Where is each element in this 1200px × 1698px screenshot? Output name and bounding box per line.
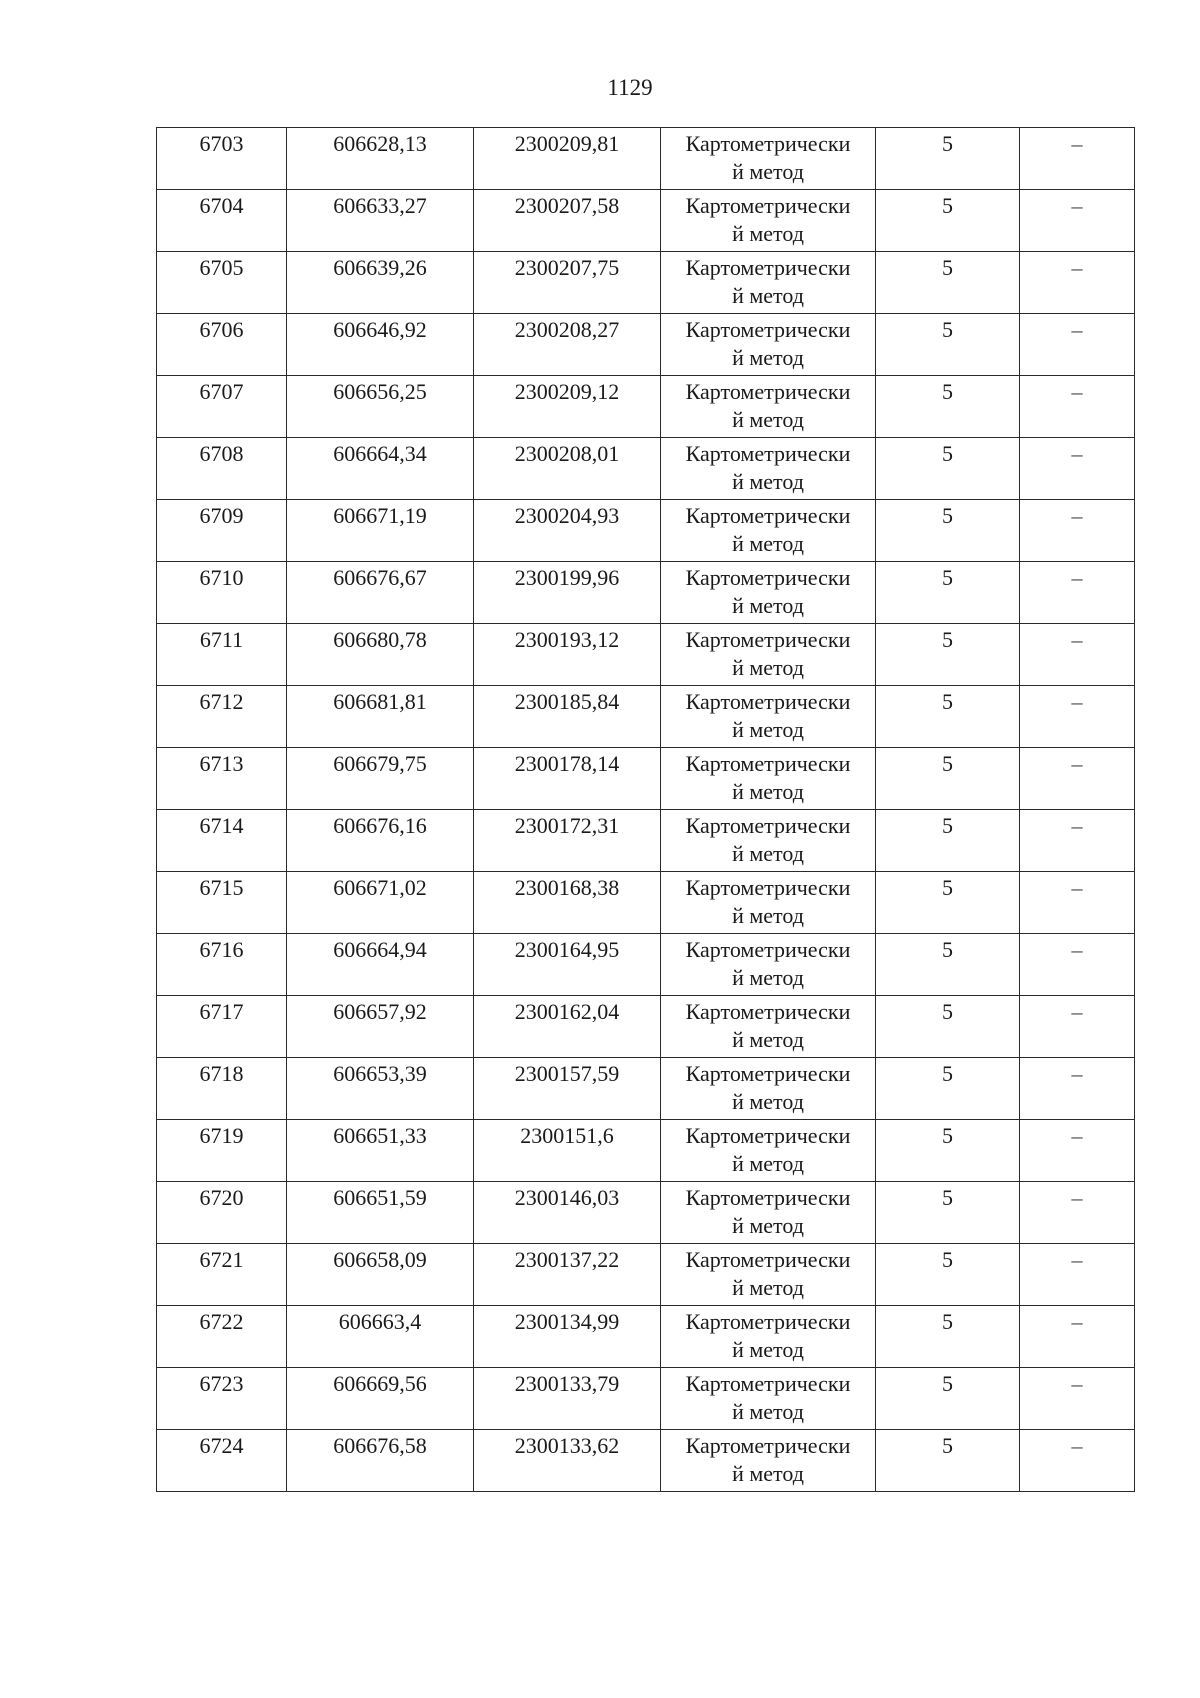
accuracy-cell: 5 [876, 686, 1020, 748]
accuracy-cell: 5 [876, 562, 1020, 624]
x-coordinate-cell: 606639,26 [287, 252, 474, 314]
method-cell [661, 252, 876, 314]
accuracy-cell: 5 [876, 128, 1020, 190]
method-line-1: Картометрически [685, 317, 851, 342]
x-coordinate-cell: 606663,4 [287, 1306, 474, 1368]
method-line-1: Картометрически [685, 1247, 851, 1272]
method-line-1: Картометрически [685, 999, 851, 1024]
y-coordinate-cell: 2300172,31 [474, 810, 661, 872]
point-number-cell: 6723 [157, 1368, 287, 1430]
method-cell [661, 314, 876, 376]
accuracy-cell: 5 [876, 810, 1020, 872]
method-cell [661, 1306, 876, 1368]
note-cell: – [1020, 500, 1135, 562]
note-cell: – [1020, 810, 1135, 872]
method-line-2: й метод [732, 1461, 804, 1486]
method-cell [661, 1430, 876, 1492]
method-cell [661, 1058, 876, 1120]
method-line-2: й метод [732, 407, 804, 432]
point-number-cell: 6708 [157, 438, 287, 500]
x-coordinate-cell: 606669,56 [287, 1368, 474, 1430]
point-number-cell: 6704 [157, 190, 287, 252]
table-row [157, 562, 1135, 624]
method-line-2: й метод [732, 1399, 804, 1424]
x-coordinate-cell: 606671,02 [287, 872, 474, 934]
note-cell: – [1020, 562, 1135, 624]
note-cell: – [1020, 1244, 1135, 1306]
method-cell [661, 1368, 876, 1430]
method-cell [661, 810, 876, 872]
method-line-2: й метод [732, 903, 804, 928]
method-line-1: Картометрически [685, 1433, 851, 1458]
method-line-2: й метод [732, 593, 804, 618]
x-coordinate-cell: 606680,78 [287, 624, 474, 686]
method-line-2: й метод [732, 779, 804, 804]
note-cell: – [1020, 934, 1135, 996]
table-row [157, 1058, 1135, 1120]
method-line-2: й метод [732, 1027, 804, 1052]
note-cell: – [1020, 1430, 1135, 1492]
method-line-2: й метод [732, 1213, 804, 1238]
accuracy-cell: 5 [876, 1058, 1020, 1120]
table-row [157, 1368, 1135, 1430]
method-line-2: й метод [732, 345, 804, 370]
accuracy-cell: 5 [876, 1244, 1020, 1306]
table-row [157, 128, 1135, 190]
y-coordinate-cell: 2300193,12 [474, 624, 661, 686]
point-number-cell: 6707 [157, 376, 287, 438]
point-number-cell: 6716 [157, 934, 287, 996]
table-row [157, 872, 1135, 934]
method-line-1: Картометрически [685, 379, 851, 404]
table-row [157, 500, 1135, 562]
note-cell: – [1020, 190, 1135, 252]
point-number-cell: 6724 [157, 1430, 287, 1492]
coordinates-table [156, 127, 1135, 1492]
x-coordinate-cell: 606651,59 [287, 1182, 474, 1244]
table-row [157, 1430, 1135, 1492]
y-coordinate-cell: 2300168,38 [474, 872, 661, 934]
table-row [157, 1120, 1135, 1182]
method-line-1: Картометрически [685, 751, 851, 776]
method-cell [661, 686, 876, 748]
table-row [157, 376, 1135, 438]
x-coordinate-cell: 606679,75 [287, 748, 474, 810]
accuracy-cell: 5 [876, 314, 1020, 376]
x-coordinate-cell: 606656,25 [287, 376, 474, 438]
accuracy-cell: 5 [876, 748, 1020, 810]
table-row [157, 314, 1135, 376]
method-line-1: Картометрически [685, 689, 851, 714]
y-coordinate-cell: 2300209,81 [474, 128, 661, 190]
x-coordinate-cell: 606657,92 [287, 996, 474, 1058]
table-row [157, 996, 1135, 1058]
accuracy-cell: 5 [876, 1182, 1020, 1244]
table-row [157, 1182, 1135, 1244]
point-number-cell: 6717 [157, 996, 287, 1058]
accuracy-cell: 5 [876, 500, 1020, 562]
method-cell [661, 128, 876, 190]
y-coordinate-cell: 2300164,95 [474, 934, 661, 996]
method-line-2: й метод [732, 1275, 804, 1300]
method-line-1: Картометрически [685, 1123, 851, 1148]
method-line-2: й метод [732, 159, 804, 184]
y-coordinate-cell: 2300185,84 [474, 686, 661, 748]
method-cell [661, 934, 876, 996]
point-number-cell: 6714 [157, 810, 287, 872]
table-row [157, 252, 1135, 314]
x-coordinate-cell: 606681,81 [287, 686, 474, 748]
accuracy-cell: 5 [876, 872, 1020, 934]
y-coordinate-cell: 2300207,58 [474, 190, 661, 252]
method-line-1: Картометрически [685, 1371, 851, 1396]
table-row [157, 686, 1135, 748]
method-line-2: й метод [732, 717, 804, 742]
y-coordinate-cell: 2300134,99 [474, 1306, 661, 1368]
page-number: 1129 [607, 75, 653, 100]
method-line-2: й метод [732, 1337, 804, 1362]
note-cell: – [1020, 1120, 1135, 1182]
accuracy-cell: 5 [876, 252, 1020, 314]
x-coordinate-cell: 606646,92 [287, 314, 474, 376]
table-row [157, 1244, 1135, 1306]
method-cell [661, 438, 876, 500]
accuracy-cell: 5 [876, 1430, 1020, 1492]
table-row [157, 748, 1135, 810]
x-coordinate-cell: 606671,19 [287, 500, 474, 562]
note-cell: – [1020, 1058, 1135, 1120]
point-number-cell: 6715 [157, 872, 287, 934]
method-line-1: Картометрически [685, 875, 851, 900]
y-coordinate-cell: 2300146,03 [474, 1182, 661, 1244]
y-coordinate-cell: 2300199,96 [474, 562, 661, 624]
method-line-1: Картометрически [685, 441, 851, 466]
method-line-1: Картометрически [685, 1061, 851, 1086]
point-number-cell: 6706 [157, 314, 287, 376]
x-coordinate-cell: 606676,67 [287, 562, 474, 624]
accuracy-cell: 5 [876, 934, 1020, 996]
method-line-2: й метод [732, 655, 804, 680]
table-row [157, 810, 1135, 872]
method-cell [661, 562, 876, 624]
method-line-2: й метод [732, 531, 804, 556]
method-line-1: Картометрически [685, 937, 851, 962]
method-line-2: й метод [732, 965, 804, 990]
table-body [157, 128, 1135, 1492]
note-cell: – [1020, 624, 1135, 686]
table-row [157, 624, 1135, 686]
note-cell: – [1020, 314, 1135, 376]
method-cell [661, 624, 876, 686]
y-coordinate-cell: 2300207,75 [474, 252, 661, 314]
y-coordinate-cell: 2300133,62 [474, 1430, 661, 1492]
point-number-cell: 6710 [157, 562, 287, 624]
y-coordinate-cell: 2300209,12 [474, 376, 661, 438]
method-line-1: Картометрически [685, 565, 851, 590]
note-cell: – [1020, 1182, 1135, 1244]
point-number-cell: 6720 [157, 1182, 287, 1244]
y-coordinate-cell: 2300162,04 [474, 996, 661, 1058]
note-cell: – [1020, 996, 1135, 1058]
method-cell [661, 996, 876, 1058]
note-cell: – [1020, 1306, 1135, 1368]
method-cell [661, 872, 876, 934]
accuracy-cell: 5 [876, 996, 1020, 1058]
note-cell: – [1020, 872, 1135, 934]
x-coordinate-cell: 606628,13 [287, 128, 474, 190]
note-cell: – [1020, 252, 1135, 314]
x-coordinate-cell: 606651,33 [287, 1120, 474, 1182]
method-line-1: Картометрически [685, 1309, 851, 1334]
method-line-2: й метод [732, 283, 804, 308]
method-cell [661, 500, 876, 562]
point-number-cell: 6722 [157, 1306, 287, 1368]
method-line-2: й метод [732, 469, 804, 494]
accuracy-cell: 5 [876, 1306, 1020, 1368]
point-number-cell: 6713 [157, 748, 287, 810]
method-cell [661, 1182, 876, 1244]
point-number-cell: 6719 [157, 1120, 287, 1182]
y-coordinate-cell: 2300208,27 [474, 314, 661, 376]
note-cell: – [1020, 686, 1135, 748]
y-coordinate-cell: 2300178,14 [474, 748, 661, 810]
note-cell: – [1020, 1368, 1135, 1430]
y-coordinate-cell: 2300137,22 [474, 1244, 661, 1306]
x-coordinate-cell: 606658,09 [287, 1244, 474, 1306]
y-coordinate-cell: 2300204,93 [474, 500, 661, 562]
point-number-cell: 6703 [157, 128, 287, 190]
point-number-cell: 6712 [157, 686, 287, 748]
y-coordinate-cell: 2300208,01 [474, 438, 661, 500]
note-cell: – [1020, 376, 1135, 438]
accuracy-cell: 5 [876, 376, 1020, 438]
x-coordinate-cell: 606633,27 [287, 190, 474, 252]
x-coordinate-cell: 606664,34 [287, 438, 474, 500]
y-coordinate-cell: 2300133,79 [474, 1368, 661, 1430]
x-coordinate-cell: 606676,16 [287, 810, 474, 872]
note-cell: – [1020, 128, 1135, 190]
method-line-1: Картометрически [685, 255, 851, 280]
point-number-cell: 6718 [157, 1058, 287, 1120]
table-row [157, 1306, 1135, 1368]
method-line-1: Картометрически [685, 1185, 851, 1210]
method-line-1: Картометрически [685, 627, 851, 652]
accuracy-cell: 5 [876, 190, 1020, 252]
method-cell [661, 376, 876, 438]
method-line-2: й метод [732, 1151, 804, 1176]
accuracy-cell: 5 [876, 1120, 1020, 1182]
method-line-2: й метод [732, 221, 804, 246]
table-row [157, 190, 1135, 252]
note-cell: – [1020, 748, 1135, 810]
method-cell [661, 1120, 876, 1182]
method-line-1: Картометрически [685, 193, 851, 218]
method-line-1: Картометрически [685, 503, 851, 528]
method-line-2: й метод [732, 1089, 804, 1114]
accuracy-cell: 5 [876, 624, 1020, 686]
point-number-cell: 6709 [157, 500, 287, 562]
method-line-2: й метод [732, 841, 804, 866]
point-number-cell: 6705 [157, 252, 287, 314]
x-coordinate-cell: 606676,58 [287, 1430, 474, 1492]
y-coordinate-cell: 2300157,59 [474, 1058, 661, 1120]
accuracy-cell: 5 [876, 1368, 1020, 1430]
method-cell [661, 1244, 876, 1306]
method-line-1: Картометрически [685, 131, 851, 156]
method-cell [661, 748, 876, 810]
note-cell: – [1020, 438, 1135, 500]
point-number-cell: 6711 [157, 624, 287, 686]
table-row [157, 438, 1135, 500]
x-coordinate-cell: 606664,94 [287, 934, 474, 996]
table-row [157, 934, 1135, 996]
x-coordinate-cell: 606653,39 [287, 1058, 474, 1120]
accuracy-cell: 5 [876, 438, 1020, 500]
y-coordinate-cell: 2300151,6 [474, 1120, 661, 1182]
point-number-cell: 6721 [157, 1244, 287, 1306]
method-line-1: Картометрически [685, 813, 851, 838]
method-cell [661, 190, 876, 252]
